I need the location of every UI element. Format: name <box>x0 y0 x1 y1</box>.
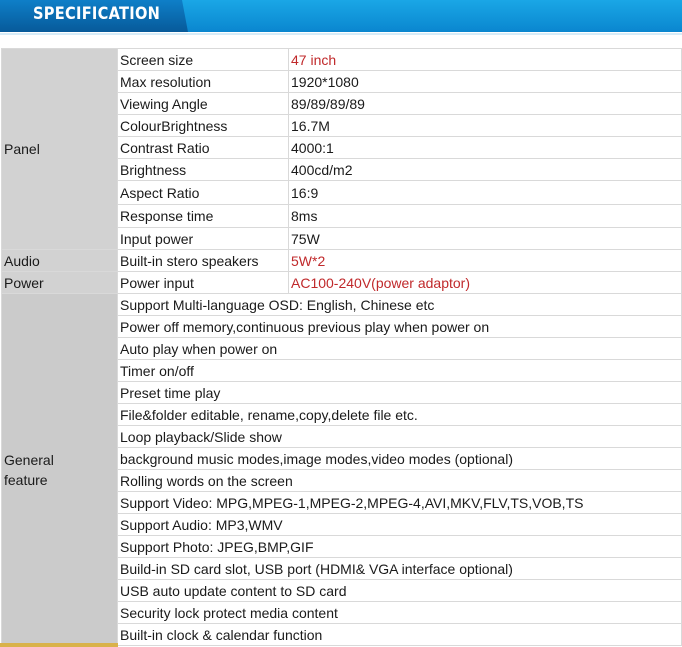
spec-table <box>1 48 682 646</box>
spec-value: 16.7M <box>289 115 682 137</box>
spec-value: AC100-240V(power adaptor) <box>289 272 682 294</box>
spec-label: ColourBrightness <box>118 115 289 137</box>
category-panel: Panel <box>2 49 118 250</box>
spec-label: Brightness <box>118 159 289 181</box>
spec-label: Screen size <box>118 49 289 71</box>
feature-item: Support Multi-language OSD: English, Chinese etc <box>118 294 682 316</box>
feature-item: Security lock protect media content <box>118 602 682 624</box>
feature-item: background music modes,image modes,video modes (optional) <box>118 448 682 470</box>
page-title: SPECIFICATION <box>33 4 161 24</box>
spec-value: 89/89/89/89 <box>289 93 682 115</box>
table-row <box>2 272 682 294</box>
spec-value: 75W <box>289 228 682 250</box>
feature-item: Power off memory,continuous previous play when power on <box>118 316 682 338</box>
table-row <box>2 49 682 71</box>
category-general-feature <box>2 294 118 646</box>
spec-label: Power input <box>118 272 289 294</box>
feature-item: Timer on/off <box>118 360 682 382</box>
feature-item: Auto play when power on <box>118 338 682 360</box>
spec-label: Built-in stero speakers <box>118 250 289 272</box>
spec-label: Response time <box>118 205 289 228</box>
feature-item: Support Video: MPG,MPEG-1,MPEG-2,MPEG-4,AVI,MKV,FLV,TS,VOB,TS <box>118 492 682 514</box>
feature-item: File&folder editable, rename,copy,delete file etc. <box>118 404 682 426</box>
category-label-line1: General <box>4 451 54 468</box>
feature-item: Loop playback/Slide show <box>118 426 682 448</box>
spec-label: Input power <box>118 228 289 250</box>
feature-item: Built-in clock & calendar function <box>118 624 682 646</box>
spec-value: 47 inch <box>289 49 682 71</box>
spec-label: Viewing Angle <box>118 93 289 115</box>
spec-value: 1920*1080 <box>289 71 682 93</box>
spec-value: 16:9 <box>289 181 682 205</box>
feature-item: Rolling words on the screen <box>118 470 682 492</box>
spec-banner <box>0 0 682 36</box>
category-label-line2: feature <box>4 471 48 488</box>
category-audio: Audio <box>2 250 118 272</box>
feature-item: Build-in SD card slot, USB port (HDMI& VGA interface optional) <box>118 558 682 580</box>
spec-value: 400cd/m2 <box>289 159 682 181</box>
spec-value: 5W*2 <box>289 250 682 272</box>
table-row <box>2 294 682 316</box>
spec-label: Aspect Ratio <box>118 181 289 205</box>
spec-value: 8ms <box>289 205 682 228</box>
feature-item: USB auto update content to SD card <box>118 580 682 602</box>
bottom-accent-strip <box>0 643 118 647</box>
table-row <box>2 250 682 272</box>
spec-value: 4000:1 <box>289 137 682 159</box>
spec-label: Contrast Ratio <box>118 137 289 159</box>
category-power: Power <box>2 272 118 294</box>
feature-item: Support Photo: JPEG,BMP,GIF <box>118 536 682 558</box>
banner-divider <box>0 33 682 35</box>
spec-label: Max resolution <box>118 71 289 93</box>
feature-item: Support Audio: MP3,WMV <box>118 514 682 536</box>
feature-item: Preset time play <box>118 382 682 404</box>
